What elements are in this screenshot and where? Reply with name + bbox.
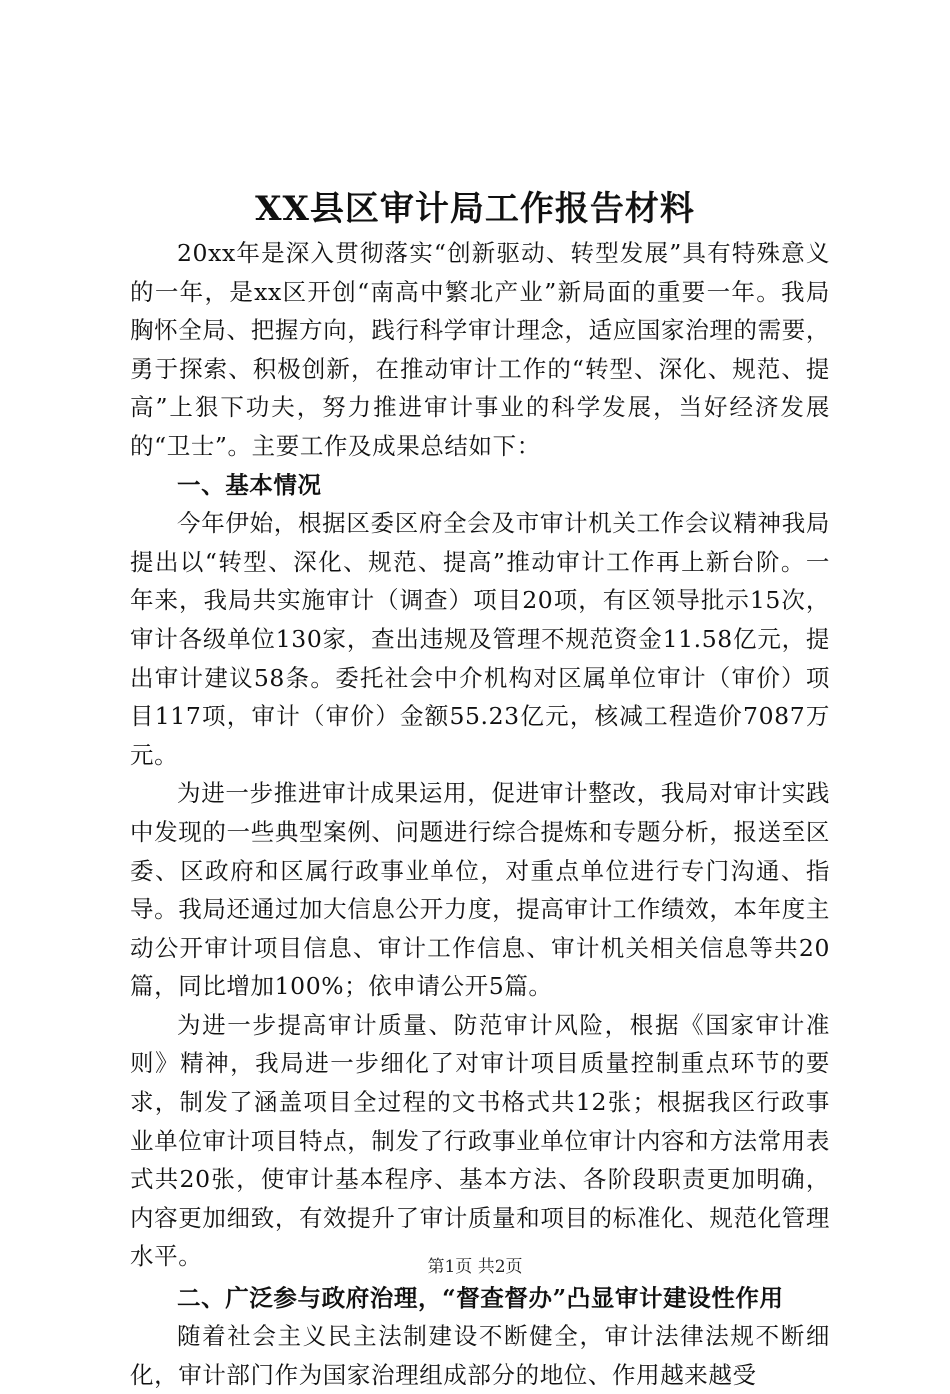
section-1-heading: 一、基本情况 xyxy=(177,470,322,499)
section-1-paragraph-2: 为进一步推进审计成果运用，促进审计整改，我局对审计实践中发现的一些典型案例、问题进行综合提炼和专题分析，报送至区委、区政府和区属行政事业单位，对重点单位进行专门沟通、指导。我局还通过加大信息公开力度，提高审计工作绩效，本年度主动公开审计项目信息、审计工作信息、审计机关相关信息等共20篇，同比增加100%；依申请公开5篇。 xyxy=(130,779,830,1001)
page-number-footer: 第1页 共2页 xyxy=(427,1257,523,1277)
section-1-paragraph-3: 为进一步提高审计质量、防范审计风险，根据《国家审计准则》精神，我局进一步细化了对审计项目质量控制重点环节的要求，制发了涵盖项目全过程的文书格式共12张；根据我区行政事业单位审计项目特点，制发了行政事业单位审计内容和方法常用表式共20张，使审计基本程序、基本方法、各阶段职责更加明确，内容更加细致，有效提升了审计质量和项目的标准化、规范化管理水平。 xyxy=(130,1010,830,1271)
document-body xyxy=(130,234,830,1394)
section-2-paragraph-1: 随着社会主义民主法制建设不断健全，审计法律法规不断细化，审计部门作为国家治理组成部分的地位、作用越来越受 xyxy=(130,1322,830,1389)
intro-paragraph: 20xx年是深入贯彻落实“创新驱动、转型发展”具有特殊意义的一年，是xx区开创“南高中繁北产业”新局面的重要一年。我局胸怀全局、把握方向，践行科学审计理念，适应国家治理的需要，勇于探索、积极创新，在推动审计工作的“转型、深化、规范、提高”上狠下功夫，努力推进审计事业的科学发展，当好经济发展的“卫士”。主要工作及成果总结如下： xyxy=(130,239,830,460)
document-title: XX县区审计局工作报告材料 xyxy=(255,189,695,229)
section-2-heading: 二、广泛参与政府治理，“督查督办”凸显审计建设性作用 xyxy=(177,1284,784,1313)
section-1-paragraph-1: 今年伊始，根据区委区府全会及市审计机关工作会议精神我局提出以“转型、深化、规范、提高”推动审计工作再上新台阶。一年来，我局共实施审计（调查）项目20项，有区领导批示15次，审计各级单位130家，查出违规及管理不规范资金11.58亿元，提出审计建议58条。委托社会中介机构对区属单位审计（审价）项目117项，审计（审价）金额55.23亿元，核减工程造价7087万元。 xyxy=(130,509,830,769)
